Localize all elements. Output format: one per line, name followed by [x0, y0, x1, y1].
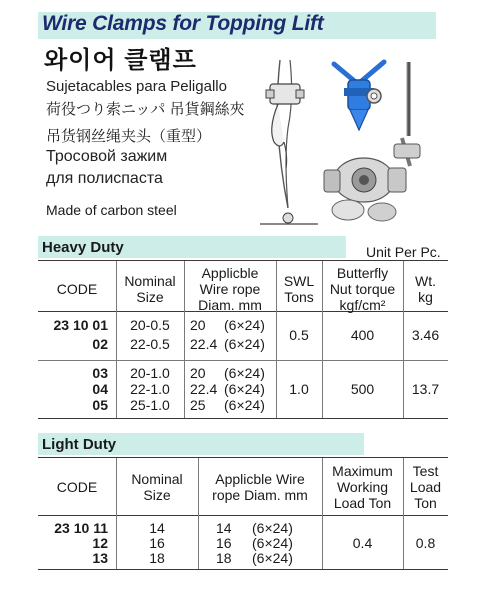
heavy-header-rope-2: Wire rope [199, 281, 261, 297]
blue-clamp-illustration [328, 58, 394, 136]
subtitle-chinese: 吊货钢丝绳夹头（重型） [46, 128, 212, 145]
heavy-rope-spec: (6×24) [224, 397, 265, 413]
light-rope: 18 [216, 550, 232, 566]
light-header-load-1: Maximum [332, 463, 393, 479]
light-header-test-3: Ton [414, 495, 437, 511]
light-nominal: 18 [149, 550, 165, 566]
heavy-rope: 20 [190, 365, 206, 381]
heavy-code-main: 23 10 01 [53, 317, 108, 333]
title-korean: 와이어 클램프 [44, 47, 197, 74]
light-code-main: 23 10 11 [54, 520, 108, 536]
heavy-rope: 20 [190, 317, 206, 333]
heavy-rope: 22.4 [190, 336, 218, 352]
heavy-bottom-rule [38, 418, 448, 419]
light-code: 13 [92, 550, 108, 566]
light-rope-spec: (6×24) [252, 535, 293, 551]
light-top-rule [38, 457, 448, 458]
light-header-nominal-2: Size [143, 487, 171, 503]
light-duty-title: Light Duty [42, 436, 117, 453]
light-header-load-3: Load Ton [333, 495, 392, 511]
unit-label: Unit Per Pc. [366, 244, 441, 260]
heavy-swl: 1.0 [289, 381, 309, 397]
heavy-header-nominal-2: Size [136, 289, 164, 305]
page-title: Wire Clamps for Topping Lift [42, 12, 324, 35]
heavy-torque: 400 [350, 327, 375, 343]
light-nominal: 14 [149, 520, 165, 536]
heavy-top-rule [38, 260, 448, 261]
light-rope-spec: (6×24) [252, 520, 293, 536]
heavy-rope: 22.4 [190, 381, 218, 397]
light-header-rope-1: Applicble Wire [215, 471, 305, 487]
heavy-header-swl-1: SWL [283, 273, 315, 289]
heavy-header-code: CODE [56, 281, 98, 297]
subtitle-russian-2: для полиспаста [46, 170, 163, 187]
heavy-header-wt-1: Wt. [415, 273, 436, 289]
light-bottom-rule [38, 569, 448, 570]
heavy-duty-title: Heavy Duty [42, 239, 124, 256]
subtitle-spanish: Sujetacables para Peligallo [46, 78, 227, 95]
heavy-code: 04 [92, 381, 108, 397]
heavy-header-rope-1: Applicble [201, 265, 259, 281]
heavy-header-swl-2: Tons [284, 289, 314, 305]
heavy-rope: 25 [190, 397, 206, 413]
heavy-weight: 3.46 [411, 327, 440, 343]
material-note: Made of carbon steel [46, 202, 177, 218]
heavy-weight: 13.7 [411, 381, 440, 397]
heavy-nominal: 20-1.0 [130, 365, 170, 381]
heavy-header-torque-1: Butterfly [336, 265, 389, 281]
heavy-rope-spec: (6×24) [224, 336, 265, 352]
heavy-header-rope-3: Diam. mm [198, 297, 262, 313]
steel-clamp-photo [318, 136, 430, 226]
light-header-load-2: Working [336, 479, 389, 495]
light-rope: 14 [216, 520, 232, 536]
light-header-test-2: Load [409, 479, 442, 495]
light-test-load: 0.8 [415, 535, 436, 551]
subtitle-japanese: 荷役つり索ニッパ 吊貨鋼絲夾 [46, 101, 245, 118]
heavy-rope-spec: (6×24) [224, 365, 265, 381]
light-header-code: CODE [56, 479, 98, 495]
light-code: 12 [92, 535, 108, 551]
light-header-nominal-1: Nominal [131, 471, 183, 487]
light-rope-spec: (6×24) [252, 550, 293, 566]
heavy-nominal: 20-0.5 [130, 317, 170, 333]
light-header-rope-2: rope Diam. mm [212, 487, 308, 503]
heavy-nominal: 22-1.0 [130, 381, 170, 397]
heavy-header-torque-2: Nut torque [329, 281, 396, 297]
heavy-header-wt-2: kg [418, 289, 433, 305]
heavy-torque: 500 [350, 381, 375, 397]
heavy-rope-spec: (6×24) [224, 317, 265, 333]
light-nominal: 16 [149, 535, 165, 551]
heavy-code: 02 [92, 336, 108, 352]
heavy-code: 03 [92, 365, 108, 381]
clamp-schematic-illustration [258, 58, 320, 228]
light-rope: 16 [216, 535, 232, 551]
subtitle-russian-1: Тросовой зажим [46, 148, 168, 165]
heavy-nominal: 25-1.0 [130, 397, 170, 413]
heavy-rope-spec: (6×24) [224, 381, 265, 397]
heavy-header-torque-3: kgf/cm² [339, 297, 386, 313]
heavy-swl: 0.5 [289, 327, 309, 343]
heavy-nominal: 22-0.5 [130, 336, 170, 352]
light-header-test-1: Test [412, 463, 439, 479]
heavy-group-rule [38, 360, 448, 361]
heavy-code: 05 [92, 397, 108, 413]
light-working-load: 0.4 [352, 535, 373, 551]
light-header-rule [38, 515, 448, 516]
heavy-header-nominal-1: Nominal [124, 273, 176, 289]
